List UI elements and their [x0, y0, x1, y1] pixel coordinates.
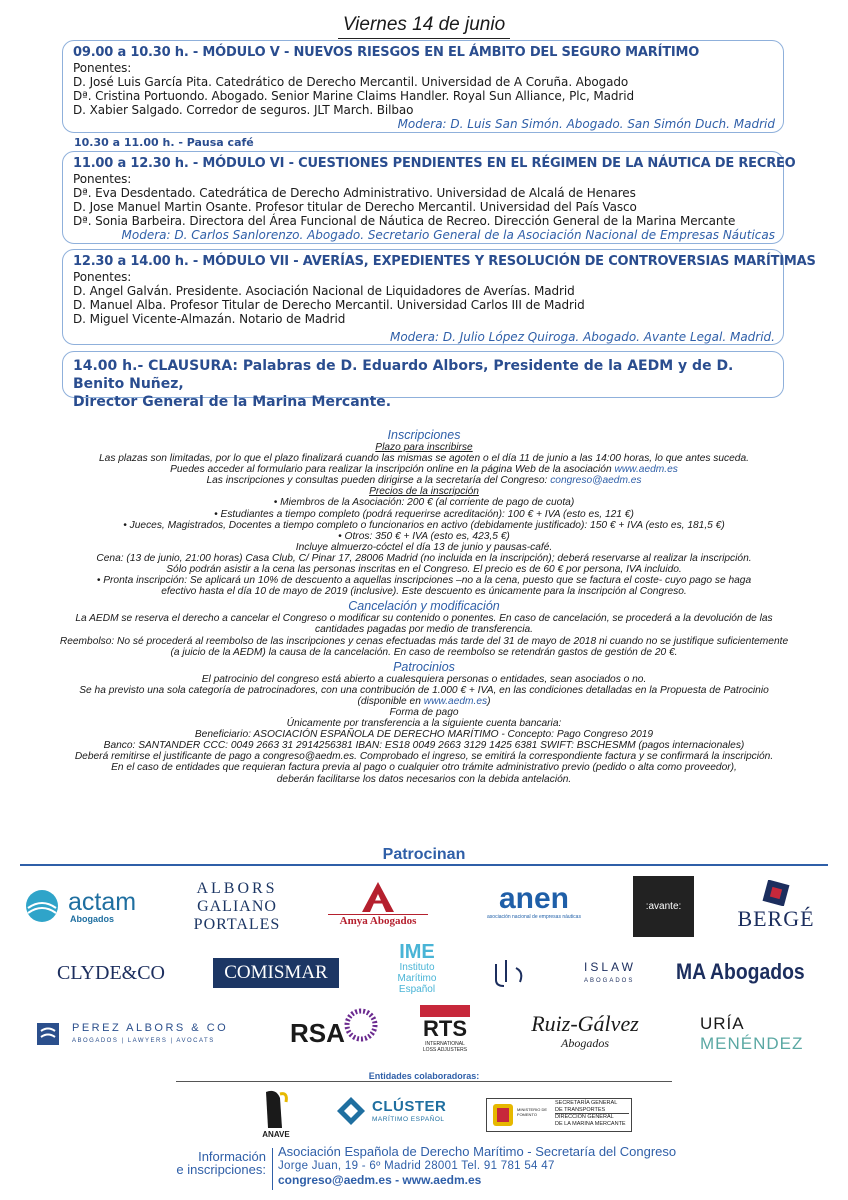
speaker: Dª. Eva Desdentado. Catedrática de Derecho Administrativo. Universidad de Alcalá de Henares [73, 186, 636, 200]
info-line: Las plazas son limitadas, por lo que el plazo finalizará cuando las mismas se agoten o el día 11 de junio a las 14:00 horas, lo que antes suceda. [99, 453, 749, 465]
day-underline [338, 38, 510, 39]
actam-wave-icon [24, 888, 60, 924]
closing-line: 14.00 h.- CLAUSURA: Palabras de D. Eduardo Albors, Presidente de la AEDM y de D. Benito Nuñez, [73, 358, 734, 392]
sponsorship-title: Patrocinios [393, 659, 455, 674]
cancel-line: Reembolso: No sé procederá al reembolso de las inscripciones y cenas efectuadas más tarde del 31 de mayo de 2018 ni cuando no se justifique suficientemente [59, 635, 789, 647]
day-title: Viernes 14 de junio [342, 14, 506, 35]
logo-clyde: CLYDE&CO [57, 962, 165, 984]
sponsorship-line: (disponible en www.aedm.es) [357, 695, 491, 707]
speakers-label: Ponentes: [73, 172, 132, 186]
islaw-mark-icon [490, 958, 526, 988]
cancel-line: (a juicio de la AEDM) la causa de la cancelación. En caso de reembolso se retendrán gastos de gestión de 20 €. [170, 646, 678, 658]
module-vii [62, 249, 816, 345]
price-line: Cena: (13 de junio, 21:00 horas) Casa Club, C/ Pinar 17, 28006 Madrid (no incluida en la inscripción); deberá reservarse al realizar la inscripción. [96, 552, 752, 564]
payment-line: Beneficiario: ASOCIACIÓN ESPAÑOLA DE DERECHO MARÍTIMO - Concepto: Pago Congreso 2019 [194, 729, 654, 741]
speaker: D. Angel Galván. Presidente. Asociación Nacional de Liquidadores de Averías. Madrid [73, 284, 575, 298]
speakers-label: Ponentes: [73, 270, 132, 284]
logo-rts: RTS INTERNATIONAL LOSS ADJUSTERS [420, 1005, 470, 1061]
logo-ministerio: MINISTERIO DE FOMENTO SECRETARÍA GENERAL DE TRANSPORTES DIRECCIÓN GENERAL DE LA MARINA MERCANTE [486, 1098, 632, 1132]
rsa-burst-icon [344, 1008, 378, 1042]
speakers-label: Ponentes: [73, 61, 132, 75]
module-v [62, 40, 784, 133]
price-line: • Estudiantes a tiempo completo (podrá requerirse acreditación): 100 € + IVA (esto es, 121 €) [214, 508, 634, 520]
cluster-mark-icon [336, 1096, 366, 1126]
speaker: Dª. Sonia Barbeira. Directora del Área Funcional de Náutica de Recreo. Dirección General de la Marina Mercante [73, 214, 736, 228]
logo-avante: :avante: [633, 876, 694, 937]
payment-line: Únicamente por transferencia a la siguiente cuenta bancaria: [286, 718, 562, 730]
info-line: Las inscripciones y consultas pueden dirigirse a la secretaría del Congreso: congreso@aedm.es [206, 475, 642, 487]
logo-cluster: CLÚSTER MARÍTIMO ESPAÑOL [336, 1094, 456, 1128]
email-link[interactable]: congreso@aedm.es [550, 475, 642, 487]
speaker: Dª. Cristina Portuondo. Abogado. Senior Marine Claims Handler. Royal Sun Alliance, Plc, Madrid [73, 89, 634, 103]
info-section [30, 426, 818, 785]
price-line: • Jueces, Magistrados, Docentes a tiempo completo o funcionarios en activo (debidamente justificado): 150 € + IVA (esto es, 181,5 €) [123, 519, 725, 531]
price-line: • Pronta inscripción: Se aplicará un 10% de descuento a aquellas inscripciones –no a la cena, puesto que se factura el coste- cuyo pago se haga [96, 575, 752, 587]
price-line: Sólo podrán asistir a la cena las personas inscritas en el Congreso. El precio es de 60 € por persona, IVA incluido. [166, 564, 682, 576]
spain-shield-icon [491, 1102, 515, 1128]
registration-title: Inscripciones [387, 428, 461, 442]
module-title: 09.00 a 10.30 h. - MÓDULO V - NUEVOS RIESGOS EN EL ÁMBITO DEL SEGURO MARÍTIMO [73, 45, 700, 60]
moderator: Modera: D. Carlos Sanlorenzo. Abogado. Secretario General de la Asociación Nacional de Empresas Náuticas [121, 228, 775, 242]
closing-box [62, 351, 784, 410]
footer-links[interactable]: congreso@aedm.es - www.aedm.es [278, 1173, 482, 1187]
info-line: Puedes acceder al formulario para realizar la inscripción online en la página Web de la asociación www.aedm.es [170, 464, 678, 476]
footer-label: Información e inscripciones: [176, 1149, 266, 1177]
sponsorship-line: El patrocinio del congreso está abierto a cualesquiera personas o entidades, sean asociados o no. [201, 673, 647, 685]
logo-anave: ANAVE [248, 1088, 304, 1140]
logo-ime: IME Instituto Marítimo Español [397, 941, 437, 995]
sponsors-title: Patrocinan [382, 846, 466, 863]
logo-anen: anen asociación nacional de empresas náuticas [487, 882, 581, 920]
price-line: • Miembros de la Asociación: 200 € (al corriente de pago de cuota) [273, 497, 575, 509]
speaker: D. Manuel Alba. Profesor Titular de Derecho Mercantil. Universidad Carlos III de Madrid [73, 298, 585, 312]
cancel-line: La AEDM se reserva el derecho a cancelar el Congreso o modificar su contenido o ponentes. En caso de cancelación, se procederá a la devolución de las [75, 613, 773, 625]
speaker: D. Miguel Vicente-Almazán. Notario de Madrid [73, 312, 346, 326]
payment-line: deberán facilitarse los datos necesarios con la debida antelación. [276, 773, 572, 785]
module-title: 12.30 a 14.00 h. - MÓDULO VII - AVERÍAS, EXPEDIENTES Y RESOLUCIÓN DE CONTROVERSIAS MARÍTIMAS [73, 254, 816, 269]
footer-divider [272, 1148, 273, 1190]
logo-comismar: COMISMAR [213, 958, 339, 988]
logo-amya: Amya Abogados [328, 880, 428, 936]
cancellation-title: Cancelación y modificación [348, 599, 500, 614]
logo-berge: BERGÉ [736, 880, 816, 936]
web-link[interactable]: www.aedm.es [423, 695, 488, 707]
logo-islaw: ISLAW ABOGADOS [490, 954, 630, 994]
closing-line: Director General de la Marina Mercante. [73, 394, 392, 410]
logo-albors: ALBORS GALIANO PORTALES [193, 880, 281, 933]
payment-line: Deberá remitirse el justificante de pago a congreso@aedm.es. Comprobado el ingreso, se emitirá la correspondiente factura y se confirmará la inscripción. [74, 751, 774, 763]
web-link[interactable]: www.aedm.es [614, 464, 678, 476]
sponsorship-line: Se ha previsto una sola categoría de patrocinadores, con una contribución de 1.000 € + IVA, en las condiciones detalladas en la Propuesta de Patrocinio [79, 684, 769, 696]
logo-actam: actam Abogados [24, 886, 154, 926]
logo-uria-menendez: URÍA MENÉNDEZ [700, 1014, 804, 1053]
deadline-title: Plazo para inscribirse [375, 442, 473, 453]
perez-mark-icon [36, 1022, 60, 1046]
footer-contact: Asociación Española de Derecho Marítimo - Secretaría del Congreso Jorge Juan, 19 - 6º Madrid 28001 Tel. 91 781 54 47 congreso@aedm.es - www.aedm.es [278, 1144, 677, 1187]
cancel-line: cantidades pagadas por medio de transferencia. [314, 624, 534, 636]
price-line: efectivo hasta el día 10 de mayo de 2019 (inclusive). Este descuento es únicamente para la inscripción al Congreso. [161, 586, 687, 598]
payment-line: Banco: SANTANDER CCC: 0049 2663 31 2914256381 IBAN: ES18 0049 2663 3129 1425 6381 SWIFT: BSCHESMM (pagos internacionales) [103, 740, 745, 752]
logo-rsa: RSA [290, 1008, 380, 1052]
berge-flag-icon [761, 880, 791, 906]
collaborators-divider [176, 1081, 672, 1082]
moderator: Modera: D. Julio López Quiroga. Abogado. Avante Legal. Madrid. [389, 330, 775, 344]
module-vi [62, 151, 796, 244]
price-line: • Otros: 350 € + IVA (esto es, 423,5 €) [338, 530, 510, 542]
logo-ruiz-galvez: Ruiz-Gálvez Abogados [531, 1011, 639, 1050]
payment-line: En el caso de entidades que requieran factura previa al pago o cualquier otro trámite administrativo previo (pedido o alta como proveedor), [111, 762, 737, 774]
prices-title: Precios de la inscripción [369, 486, 479, 498]
speaker: D. José Luis García Pita. Catedrático de Derecho Mercantil. Universidad de A Coruña. Abogado [73, 75, 629, 89]
coffee-break: 10.30 a 11.00 h. - Pausa café [74, 136, 254, 149]
speaker: D. Xabier Salgado. Corredor de seguros. JLT March. Bilbao [73, 103, 414, 117]
collaborators-title: Entidades colaboradoras: [368, 1071, 480, 1081]
anave-ship-icon [256, 1088, 296, 1130]
amya-a-icon [358, 880, 398, 914]
price-line: Incluye almuerzo-cóctel el día 13 de junio y pausas-café. [295, 541, 553, 553]
payment-title: Forma de pago [389, 706, 459, 718]
logo-ma-abogados: MA Abogados [676, 959, 805, 984]
moderator: Modera: D. Luis San Simón. Abogado. San Simón Duch. Madrid [397, 117, 775, 131]
sponsors-divider [20, 864, 828, 866]
logo-perez-albors: PEREZ ALBORS & CO ABOGADOS | LAWYERS | AVOCATS [36, 1020, 246, 1050]
ministerio-text: SECRETARÍA GENERAL DE TRANSPORTES DIRECCIÓN GENERAL DE LA MARINA MERCANTE [555, 1100, 629, 1127]
module-title: 11.00 a 12.30 h. - MÓDULO VI - CUESTIONES PENDIENTES EN EL RÉGIMEN DE LA NÁUTICA DE RECREO [73, 156, 796, 171]
speaker: D. Jose Manuel Martin Osante. Profesor titular de Derecho Mercantil. Universidad del País Vasco [73, 200, 637, 214]
